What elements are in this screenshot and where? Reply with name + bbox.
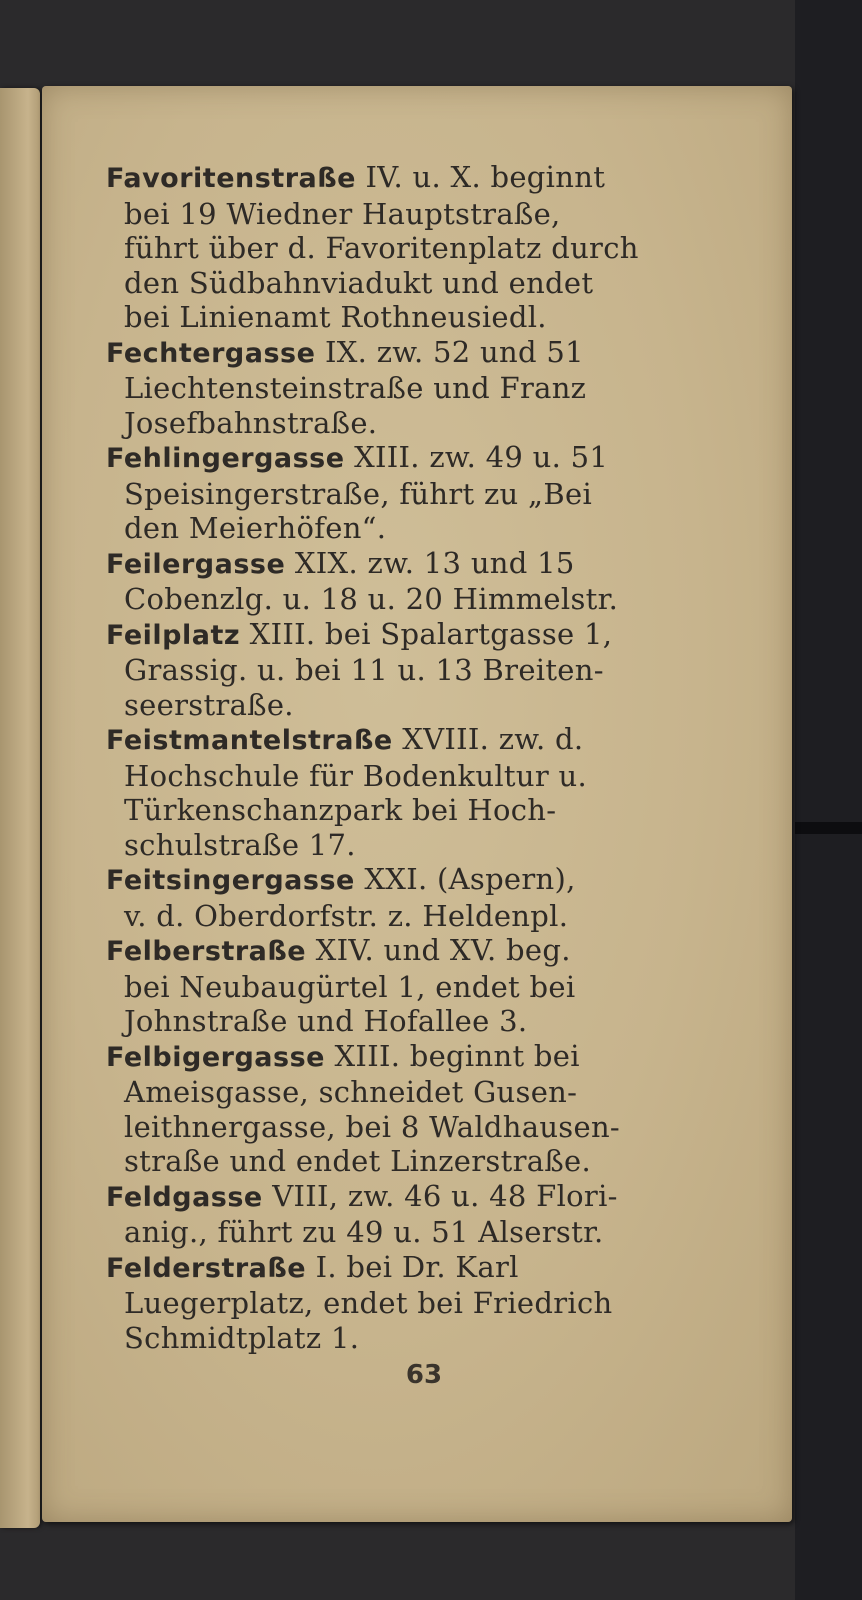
surface-seam	[795, 822, 862, 834]
street-name: Fechtergasse	[106, 337, 316, 369]
entry-text: XIII. beginnt bei	[324, 1038, 580, 1073]
entry-continuation-line: bei Neubaugürtel 1, endet bei	[124, 969, 576, 1004]
entry-first-line	[106, 933, 726, 970]
directory-entry	[106, 440, 726, 546]
entry-continuation-line: Schmidtplatz 1.	[124, 1320, 360, 1355]
street-name: Favoritenstraße	[106, 163, 356, 194]
entry-text: IV. u. X. beginnt	[356, 160, 606, 194]
entry-text: IX. zw. 52 und 51	[315, 334, 584, 369]
street-name: Felberstraße	[106, 936, 307, 967]
directory-entry	[106, 722, 726, 862]
entry-text: XXI. (Aspern),	[354, 862, 576, 896]
entry-continuation-line: Luegerplatz, endet bei Friedrich	[124, 1286, 613, 1320]
entry-first-line	[106, 160, 726, 197]
entry-first-line	[106, 546, 726, 583]
entry-first-line	[106, 335, 726, 372]
facing-page-edge	[0, 88, 40, 1528]
directory-entry	[106, 160, 726, 335]
entry-first-line	[106, 1039, 726, 1076]
entry-first-line	[106, 1250, 726, 1287]
entry-continuation-line: anig., führt zu 49 u. 51 Alserstr.	[124, 1215, 604, 1249]
street-name: Feistmantelstraße	[106, 725, 393, 756]
entry-first-line	[106, 722, 726, 759]
street-name: Feldgasse	[106, 1181, 263, 1213]
entry-continuation-line: leithnergasse, bei 8 Waldhausen-	[124, 1109, 621, 1144]
entry-text: XIII. bei Spalartgasse 1,	[240, 616, 613, 651]
entry-text: XVIII. zw. d.	[392, 722, 584, 756]
street-name: Fehlingergasse	[106, 443, 345, 474]
directory-entry	[106, 933, 726, 1039]
entry-continuation-line: Josefbahnstraße.	[124, 405, 378, 440]
entry-text: VIII, zw. 46 u. 48 Flori-	[262, 1178, 618, 1213]
directory-entry	[106, 546, 726, 617]
entry-text: XIII. zw. 49 u. 51	[344, 440, 609, 474]
street-name: Feitsingergasse	[106, 865, 355, 896]
entry-continuation-line: führt über d. Favoritenplatz durch	[124, 231, 639, 265]
directory-entry	[106, 1039, 726, 1179]
street-name: Feilplatz	[106, 619, 241, 651]
directory-entry	[106, 335, 726, 441]
entry-continuation-line: schulstraße 17.	[124, 827, 356, 862]
entry-first-line	[106, 1179, 726, 1216]
directory-entry	[106, 1179, 726, 1250]
entry-continuation-line: den Meierhöfen“.	[124, 511, 387, 545]
page-number: 63	[405, 1360, 443, 1390]
entry-continuation-line: straße und endet Linzerstraße.	[124, 1144, 591, 1178]
background-surface	[795, 0, 862, 1600]
directory-entry	[106, 1250, 726, 1356]
street-name: Feilergasse	[106, 548, 286, 580]
street-name: Felderstraße	[106, 1252, 307, 1284]
entry-continuation-line: bei 19 Wiedner Hauptstraße,	[124, 196, 561, 231]
entry-text: XIX. zw. 13 und 15	[285, 545, 575, 580]
entry-continuation-line: Ameisgasse, schneidet Gusen-	[124, 1075, 578, 1109]
entry-first-line	[106, 617, 726, 654]
entry-first-line	[106, 440, 726, 477]
entry-continuation-line: Grassig. u. bei 11 u. 13 Breiten-	[124, 653, 604, 687]
entry-continuation-line: Johnstraße und Hofallee 3.	[124, 1004, 528, 1038]
entry-continuation-line: Cobenzlg. u. 18 u. 20 Himmelstr.	[124, 582, 619, 616]
entry-continuation-line: bei Linienamt Rothneusiedl.	[124, 300, 547, 334]
street-directory-list	[106, 160, 726, 1355]
entry-continuation-line: Hochschule für Bodenkultur u.	[124, 758, 587, 793]
book-page	[42, 86, 792, 1522]
entry-first-line	[106, 862, 726, 899]
entry-continuation-line: Speisingerstraße, führt zu „Bei	[124, 476, 593, 511]
entry-continuation-line: Liechtensteinstraße und Franz	[124, 371, 587, 405]
directory-entry	[106, 862, 726, 933]
entry-continuation-line: Türkenschanzpark bei Hoch-	[124, 793, 557, 827]
entry-continuation-line: seerstraße.	[124, 687, 294, 722]
entry-continuation-line: v. d. Oberdorfstr. z. Heldenpl.	[124, 898, 569, 933]
directory-entry	[106, 617, 726, 723]
street-name: Felbigergasse	[106, 1041, 325, 1073]
entry-text: I. bei Dr. Karl	[306, 1249, 519, 1284]
entry-text: XIV. und XV. beg.	[306, 933, 571, 967]
entry-continuation-line: den Südbahnviadukt und endet	[124, 265, 594, 300]
